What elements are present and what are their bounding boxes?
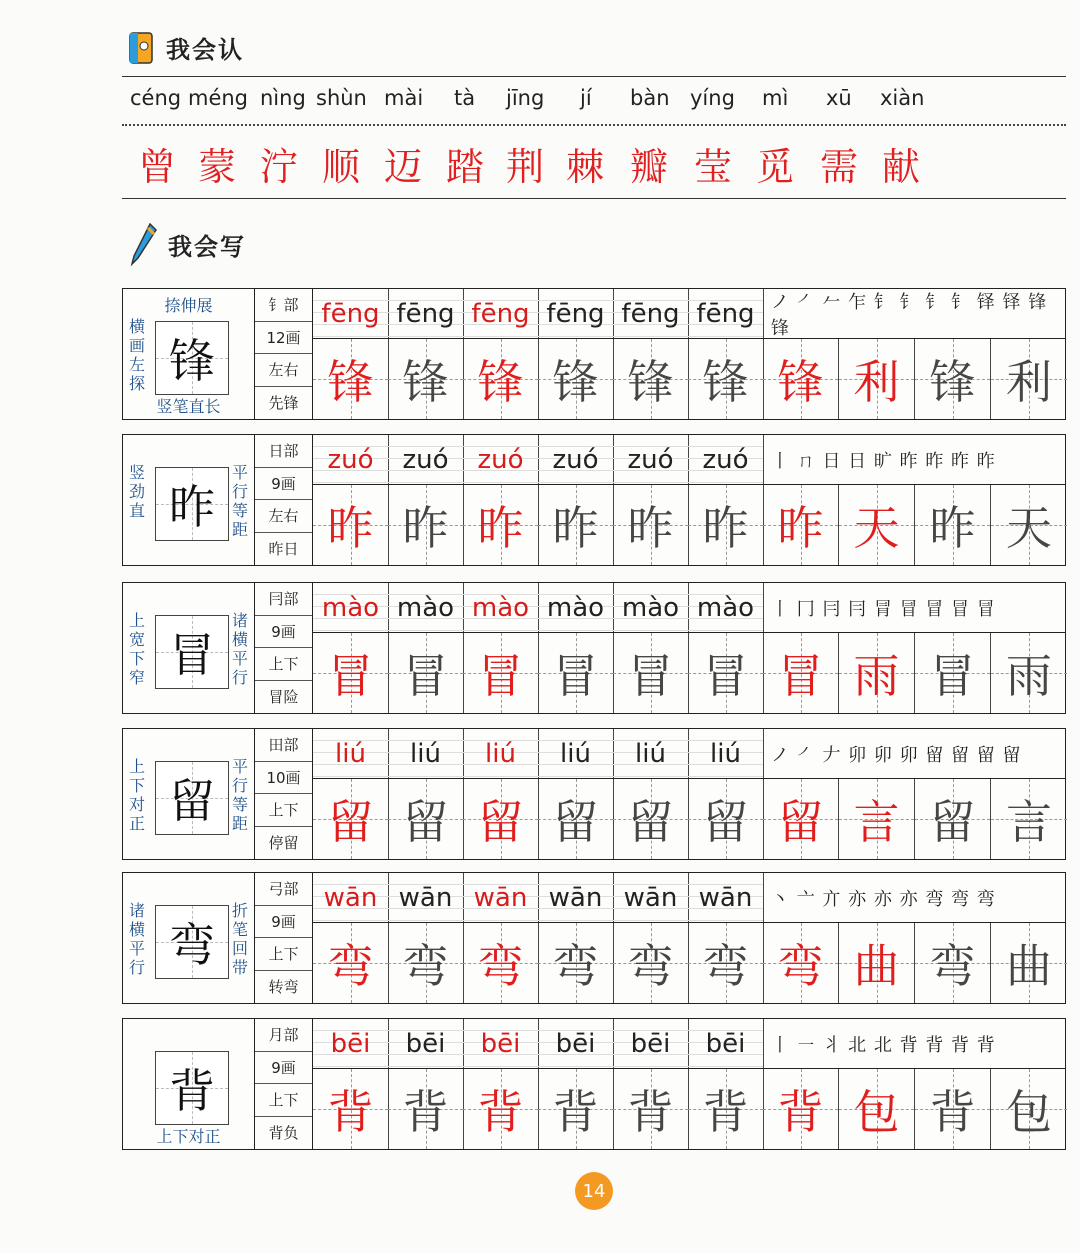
practice-glyph: 背	[929, 1085, 976, 1139]
practice-glyph: 锋	[702, 355, 749, 409]
practice-glyph: 弯	[327, 939, 374, 993]
pinyin: mì	[762, 86, 789, 110]
char-meta	[255, 729, 313, 859]
practice-glyph: 背	[777, 1085, 824, 1139]
stroke-order: ノ ㇒ 𠂇 卯 卯 卯 留 留 留 留	[763, 729, 1065, 779]
word-practice-cell[interactable]	[763, 1069, 839, 1149]
char-practice-cell[interactable]	[313, 633, 389, 713]
char-practice-cell[interactable]	[388, 339, 464, 419]
char-practice-cell[interactable]	[613, 1069, 689, 1149]
writing-tip-right: 折笔回带	[231, 901, 248, 977]
structure: 上下	[255, 648, 312, 681]
char-practice-cell[interactable]	[538, 633, 614, 713]
practice-glyph: 昨	[477, 501, 524, 555]
book-icon	[128, 31, 156, 65]
practice-glyph: 利	[1006, 355, 1052, 409]
writing-tip-left: 上宽下窄	[128, 611, 145, 687]
stroke-count: 9画	[255, 616, 312, 649]
example-word: 转弯	[268, 978, 299, 997]
char-info-panel	[123, 1019, 255, 1149]
char-practice-cell[interactable]	[313, 1069, 389, 1149]
practice-glyph: 锋	[929, 355, 976, 409]
example-word: 先锋	[268, 394, 299, 413]
char-practice-cell[interactable]	[538, 1069, 614, 1149]
writing-tip-bottom: 上下对正	[156, 1127, 221, 1146]
practice-glyph: 包	[1006, 1085, 1052, 1139]
char-block	[122, 434, 1066, 566]
pinyin-practice-cell[interactable]: fēng	[388, 289, 464, 339]
pinyin-practice-cell[interactable]: bēi	[538, 1019, 614, 1069]
char-practice-cell[interactable]	[538, 485, 614, 565]
practice-grid	[313, 289, 1065, 419]
word-practice-cell[interactable]	[915, 633, 991, 713]
practice-glyph: 昨	[702, 501, 749, 555]
word-practice-cell[interactable]	[991, 1069, 1067, 1149]
pinyin-practice-cell[interactable]: wān	[688, 873, 764, 923]
char-meta	[255, 583, 313, 713]
radical: 日部	[255, 435, 312, 468]
practice-glyph: 冒	[777, 649, 824, 703]
char-meta	[255, 289, 313, 419]
writing-tip-right: 平行等距	[231, 757, 248, 833]
structure: 左右	[255, 354, 312, 387]
practice-glyph: 冒	[477, 649, 524, 703]
word-practice-cell[interactable]	[991, 923, 1067, 1003]
model-character	[155, 905, 229, 979]
practice-glyph: 留	[552, 795, 599, 849]
char-practice-cell[interactable]	[463, 485, 539, 565]
hanzi: 顺	[322, 145, 361, 189]
word-practice-cell[interactable]	[915, 485, 991, 565]
practice-glyph: 留	[627, 795, 674, 849]
pinyin-practice-cell[interactable]: mào	[313, 583, 389, 633]
practice-grid	[313, 873, 1065, 1003]
char-info-panel	[123, 873, 255, 1003]
char-practice-cell[interactable]	[463, 339, 539, 419]
recognize-title: 我会认	[166, 36, 244, 64]
dotted-divider	[122, 124, 1066, 126]
pinyin-practice-cell[interactable]: zuó	[613, 435, 689, 485]
practice-glyph: 冒	[552, 649, 599, 703]
word-practice-cell[interactable]	[839, 779, 915, 859]
example-word: 背负	[268, 1124, 299, 1143]
example-word: 冒险	[268, 688, 299, 707]
char-practice-cell[interactable]	[613, 779, 689, 859]
practice-glyph: 留	[929, 795, 976, 849]
hanzi: 需	[820, 145, 859, 189]
pinyin-practice-cell[interactable]: wān	[313, 873, 389, 923]
word-practice-cell[interactable]	[915, 339, 991, 419]
word-practice-cell[interactable]	[763, 779, 839, 859]
practice-grid	[313, 729, 1065, 859]
model-character-glyph: 弯	[169, 918, 215, 972]
practice-glyph: 锋	[777, 355, 824, 409]
pinyin-practice-cell[interactable]: bēi	[313, 1019, 389, 1069]
char-practice-cell[interactable]	[463, 923, 539, 1003]
practice-glyph: 昨	[929, 501, 976, 555]
hanzi: 曾	[138, 145, 177, 189]
word-practice-cell[interactable]	[763, 633, 839, 713]
char-practice-cell[interactable]	[313, 923, 389, 1003]
practice-glyph: 冒	[702, 649, 749, 703]
word-practice-cell[interactable]	[839, 485, 915, 565]
pinyin: méng	[188, 86, 249, 110]
practice-glyph: 昨	[552, 501, 599, 555]
practice-glyph: 冒	[929, 649, 976, 703]
hanzi: 觅	[756, 145, 795, 189]
practice-glyph: 冒	[402, 649, 449, 703]
writing-tip-right: 平行等距	[231, 463, 248, 539]
practice-glyph: 留	[777, 795, 824, 849]
char-practice-cell[interactable]	[388, 779, 464, 859]
char-practice-cell[interactable]	[688, 485, 764, 565]
char-info-panel	[123, 435, 255, 565]
pinyin-practice-cell[interactable]: mào	[613, 583, 689, 633]
pinyin-practice-cell[interactable]: liú	[688, 729, 764, 779]
hanzi: 踏	[446, 145, 485, 189]
structure: 上下	[255, 794, 312, 827]
structure: 上下	[255, 938, 312, 971]
practice-grid	[313, 583, 1065, 713]
hanzi: 迈	[384, 145, 423, 189]
word-practice-cell[interactable]	[915, 923, 991, 1003]
pinyin-practice-cell[interactable]: fēng	[613, 289, 689, 339]
pinyin-practice-cell[interactable]: wān	[463, 873, 539, 923]
pinyin-practice-cell[interactable]: liú	[613, 729, 689, 779]
word-practice-cell[interactable]	[915, 779, 991, 859]
char-practice-cell[interactable]	[388, 633, 464, 713]
model-character	[155, 615, 229, 689]
pinyin: céng	[130, 86, 182, 110]
word-practice-cell[interactable]	[763, 339, 839, 419]
practice-glyph: 锋	[477, 355, 524, 409]
practice-glyph: 天	[853, 501, 900, 555]
word-practice-cell[interactable]	[839, 1069, 915, 1149]
pinyin-practice-cell[interactable]: fēng	[538, 289, 614, 339]
writing-tip-left: 横画左探	[128, 317, 145, 393]
practice-glyph: 背	[327, 1085, 374, 1139]
radical: 月部	[255, 1019, 312, 1052]
pinyin-practice-cell[interactable]: zuó	[688, 435, 764, 485]
hanzi: 瓣	[630, 145, 669, 189]
stroke-order: 丶 亠 亣 亦 亦 亦 弯 弯 弯	[763, 873, 1065, 923]
word-practice-cell[interactable]	[991, 779, 1067, 859]
model-character-glyph: 冒	[169, 628, 215, 682]
char-practice-cell[interactable]	[613, 923, 689, 1003]
pinyin-practice-cell[interactable]: wān	[613, 873, 689, 923]
pinyin-practice-cell[interactable]: zuó	[313, 435, 389, 485]
practice-glyph: 弯	[777, 939, 824, 993]
char-practice-cell[interactable]	[538, 779, 614, 859]
pinyin: xiàn	[880, 86, 925, 110]
practice-glyph: 言	[853, 795, 900, 849]
pinyin: shùn	[316, 86, 367, 110]
practice-glyph: 弯	[929, 939, 976, 993]
pinyin: nìng	[260, 86, 306, 110]
char-practice-cell[interactable]	[313, 779, 389, 859]
char-practice-cell[interactable]	[538, 339, 614, 419]
practice-glyph: 弯	[627, 939, 674, 993]
pinyin-practice-cell[interactable]: bēi	[388, 1019, 464, 1069]
practice-glyph: 天	[1006, 501, 1052, 555]
word-practice-cell[interactable]	[915, 1069, 991, 1149]
write-heading	[128, 222, 246, 266]
pinyin-practice-cell[interactable]: zuó	[538, 435, 614, 485]
practice-glyph: 背	[477, 1085, 524, 1139]
char-practice-cell[interactable]	[313, 339, 389, 419]
pinyin: xū	[826, 86, 852, 110]
pinyin-practice-cell[interactable]: fēng	[463, 289, 539, 339]
pinyin-practice-cell[interactable]: mào	[688, 583, 764, 633]
char-info-panel	[123, 583, 255, 713]
pinyin-practice-cell[interactable]: liú	[538, 729, 614, 779]
model-character	[155, 321, 229, 395]
char-practice-cell[interactable]	[613, 485, 689, 565]
char-practice-cell[interactable]	[688, 633, 764, 713]
hanzi: 泞	[260, 145, 299, 189]
practice-glyph: 昨	[402, 501, 449, 555]
char-block	[122, 872, 1066, 1004]
pinyin-practice-cell[interactable]: liú	[313, 729, 389, 779]
pinyin-practice-cell[interactable]: fēng	[688, 289, 764, 339]
pinyin-practice-cell[interactable]: liú	[388, 729, 464, 779]
practice-glyph: 弯	[702, 939, 749, 993]
writing-tip-top: 捺伸展	[164, 296, 213, 315]
hanzi: 献	[882, 145, 921, 189]
writing-tip-left: 竖劲直	[128, 463, 145, 520]
hanzi: 棘	[566, 145, 605, 189]
char-practice-cell[interactable]	[538, 923, 614, 1003]
pinyin-practice-cell[interactable]: mào	[538, 583, 614, 633]
pinyin-practice-cell[interactable]: mào	[388, 583, 464, 633]
pinyin-practice-cell[interactable]: wān	[538, 873, 614, 923]
practice-glyph: 锋	[327, 355, 374, 409]
practice-glyph: 背	[402, 1085, 449, 1139]
word-practice-cell[interactable]	[991, 485, 1067, 565]
writing-tip-left: 诸横平行	[128, 901, 145, 977]
char-practice-cell[interactable]	[613, 339, 689, 419]
hanzi: 莹	[694, 145, 733, 189]
stroke-count: 12画	[255, 322, 312, 355]
stroke-order: 丨 ㄇ 日 日 旷 昨 昨 昨 昨	[763, 435, 1065, 485]
divider	[122, 76, 1066, 77]
pinyin-practice-cell[interactable]: fēng	[313, 289, 389, 339]
word-practice-cell[interactable]	[991, 339, 1067, 419]
practice-glyph: 留	[402, 795, 449, 849]
model-character-glyph: 留	[169, 774, 215, 828]
practice-glyph: 曲	[853, 939, 900, 993]
model-character	[155, 761, 229, 835]
practice-glyph: 雨	[1006, 649, 1052, 703]
pinyin-practice-cell[interactable]: bēi	[463, 1019, 539, 1069]
stroke-order: ノ ㇒ 𠂉 乍 钅 钅 钅 钅 铎 铎 锋 锋	[763, 289, 1065, 339]
char-practice-cell[interactable]	[463, 1069, 539, 1149]
char-block	[122, 288, 1066, 420]
model-character-glyph: 昨	[169, 480, 215, 534]
word-practice-cell[interactable]	[991, 633, 1067, 713]
write-title: 我会写	[168, 232, 246, 261]
char-info-panel	[123, 289, 255, 419]
char-practice-cell[interactable]	[463, 779, 539, 859]
radical: 弓部	[255, 873, 312, 906]
pinyin-practice-cell[interactable]: bēi	[688, 1019, 764, 1069]
char-practice-cell[interactable]	[388, 1069, 464, 1149]
stroke-count: 9画	[255, 906, 312, 939]
practice-glyph: 锋	[627, 355, 674, 409]
recognize-heading	[128, 30, 244, 65]
char-meta	[255, 873, 313, 1003]
word-practice-cell[interactable]	[839, 339, 915, 419]
example-word: 昨日	[268, 540, 299, 559]
char-practice-cell[interactable]	[688, 339, 764, 419]
char-meta	[255, 1019, 313, 1149]
hanzi: 蒙	[198, 145, 237, 189]
practice-glyph: 锋	[552, 355, 599, 409]
practice-glyph: 留	[477, 795, 524, 849]
practice-glyph: 昨	[327, 501, 374, 555]
recognize-hanzi-row	[130, 136, 1030, 192]
pinyin: tà	[454, 86, 476, 110]
structure: 上下	[255, 1084, 312, 1117]
practice-glyph: 包	[853, 1085, 900, 1139]
pinyin: yíng	[690, 86, 735, 110]
radical: 冃部	[255, 583, 312, 616]
hanzi: 荆	[506, 145, 545, 189]
char-practice-cell[interactable]	[388, 485, 464, 565]
char-practice-cell[interactable]	[613, 633, 689, 713]
divider	[122, 198, 1066, 199]
practice-glyph: 利	[853, 355, 900, 409]
practice-glyph: 背	[627, 1085, 674, 1139]
char-practice-cell[interactable]	[313, 485, 389, 565]
pinyin-practice-cell[interactable]: zuó	[463, 435, 539, 485]
stroke-order: 丨 ㇐ 丬 北 北 背 背 背 背	[763, 1019, 1065, 1069]
radical: 田部	[255, 729, 312, 762]
writing-tip-bottom: 竖笔直长	[156, 397, 221, 416]
practice-glyph: 留	[702, 795, 749, 849]
radical: 钅部	[255, 289, 312, 322]
model-character-glyph: 锋	[169, 334, 215, 388]
practice-glyph: 锋	[402, 355, 449, 409]
pen-icon	[128, 222, 158, 266]
model-character	[155, 467, 229, 541]
pinyin-practice-cell[interactable]: liú	[463, 729, 539, 779]
practice-glyph: 背	[702, 1085, 749, 1139]
pinyin: mài	[384, 86, 424, 110]
practice-glyph: 雨	[853, 649, 900, 703]
practice-glyph: 弯	[552, 939, 599, 993]
char-info-panel	[123, 729, 255, 859]
stroke-count: 9画	[255, 468, 312, 501]
practice-glyph: 昨	[777, 501, 824, 555]
structure: 左右	[255, 500, 312, 533]
recognize-pinyin-row	[128, 86, 1048, 126]
practice-glyph: 弯	[402, 939, 449, 993]
stroke-count: 9画	[255, 1052, 312, 1085]
model-character-glyph: 背	[169, 1064, 215, 1118]
practice-glyph: 弯	[477, 939, 524, 993]
pinyin-practice-cell[interactable]: zuó	[388, 435, 464, 485]
pinyin: jí	[580, 86, 592, 110]
practice-glyph: 曲	[1006, 939, 1052, 993]
practice-glyph: 冒	[627, 649, 674, 703]
stroke-count: 10画	[255, 762, 312, 795]
pinyin: jīng	[506, 86, 545, 110]
char-block	[122, 728, 1066, 860]
char-practice-cell[interactable]	[688, 1069, 764, 1149]
practice-glyph: 背	[552, 1085, 599, 1139]
char-practice-cell[interactable]	[688, 779, 764, 859]
practice-glyph: 留	[327, 795, 374, 849]
word-practice-cell[interactable]	[763, 485, 839, 565]
char-block	[122, 1018, 1066, 1150]
practice-grid	[313, 435, 1065, 565]
example-word: 停留	[268, 834, 299, 853]
char-practice-cell[interactable]	[388, 923, 464, 1003]
stroke-order: 丨 冂 冃 冃 冐 冒 冒 冒 冒	[763, 583, 1065, 633]
practice-glyph: 昨	[627, 501, 674, 555]
model-character	[155, 1051, 229, 1125]
writing-tip-right: 诸横平行	[231, 611, 248, 687]
word-practice-cell[interactable]	[839, 633, 915, 713]
pinyin-practice-cell[interactable]: mào	[463, 583, 539, 633]
char-meta	[255, 435, 313, 565]
writing-tip-left: 上下对正	[128, 757, 145, 833]
pinyin-practice-cell[interactable]: bēi	[613, 1019, 689, 1069]
page-number-badge: 14	[575, 1172, 613, 1210]
practice-glyph: 冒	[327, 649, 374, 703]
pinyin: bàn	[630, 86, 670, 110]
practice-glyph: 言	[1006, 795, 1052, 849]
pinyin-practice-cell[interactable]: wān	[388, 873, 464, 923]
char-block	[122, 582, 1066, 714]
practice-grid	[313, 1019, 1065, 1149]
word-practice-cell[interactable]	[839, 923, 915, 1003]
word-practice-cell[interactable]	[763, 923, 839, 1003]
char-practice-cell[interactable]	[463, 633, 539, 713]
char-practice-cell[interactable]	[688, 923, 764, 1003]
